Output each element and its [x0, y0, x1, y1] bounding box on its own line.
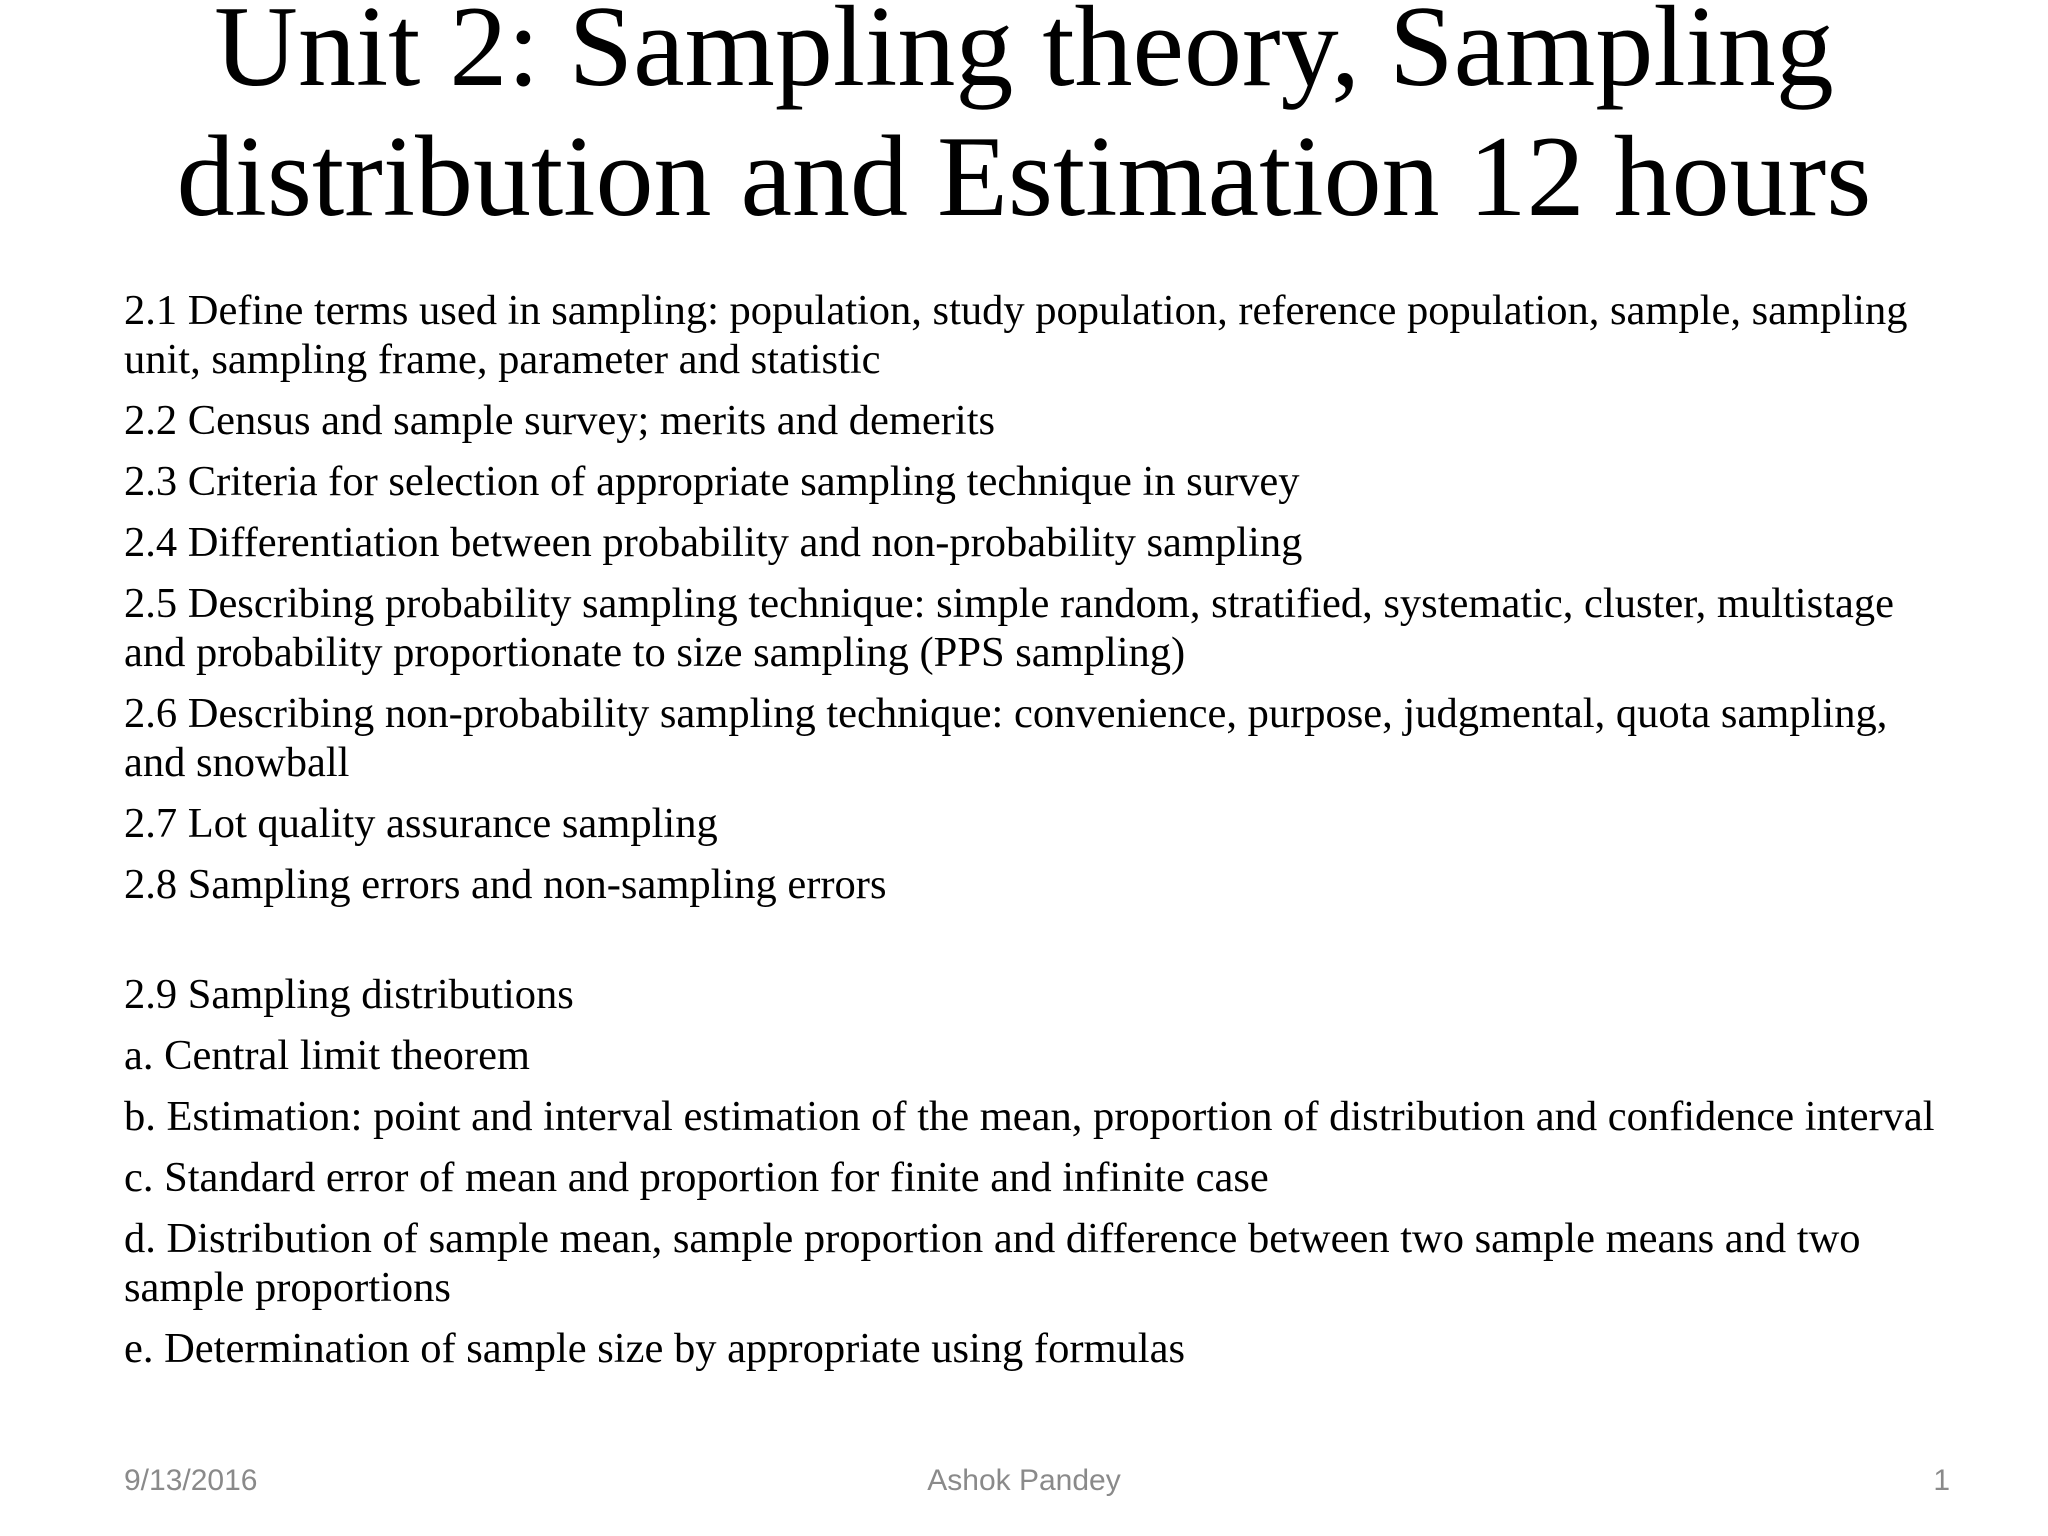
list-item-2-8: 2.8 Sampling errors and non-sampling errors	[124, 861, 887, 908]
list-item-e: e. Determination of sample size by appropriate using formulas	[124, 1325, 1186, 1372]
list-item-2-4: 2.4 Differentiation between probability and non-probability sampling	[124, 519, 1303, 566]
list-item-d: d. Distribution of sample mean, sample proportion and difference between two sample means and two sample proportions	[124, 1215, 1861, 1311]
slide-title	[100, 0, 1948, 242]
list-item-c: c. Standard error of mean and proportion for finite and infinite case	[124, 1154, 1269, 1201]
list-item-2-3: 2.3 Criteria for selection of appropriate sampling technique in survey	[124, 458, 1300, 505]
list-item-b: b. Estimation: point and interval estimation of the mean, proportion of distribution and confidence interval	[124, 1093, 1935, 1140]
slide-title-line-1: Unit 2: Sampling theory, Sampling	[214, 0, 1834, 111]
slide-content-list	[124, 286, 1954, 1385]
list-item-2-2: 2.2 Census and sample survey; merits and demerits	[124, 397, 996, 444]
list-item-2-9: 2.9 Sampling distributions	[124, 971, 574, 1018]
footer-author: Ashok Pandey	[927, 1464, 1121, 1497]
list-item-a: a. Central limit theorem	[124, 1032, 530, 1079]
footer-date: 9/13/2016	[124, 1464, 258, 1497]
list-item-2-5: 2.5 Describing probability sampling technique: simple random, stratified, systematic, cluster, multistage and probability proportionate to size sampling (PPS sampling)	[124, 580, 1894, 676]
slide-title-line-2: distribution and Estimation 12 hours	[176, 113, 1872, 241]
footer-page-number: 1	[1933, 1464, 1950, 1497]
list-item-2-6: 2.6 Describing non-probability sampling technique: convenience, purpose, judgmental, quota sampling, and snowball	[124, 690, 1888, 786]
list-item-2-7: 2.7 Lot quality assurance sampling	[124, 800, 718, 847]
list-item-2-1: 2.1 Define terms used in sampling: population, study population, reference population, sample, sampling unit, sampling frame, parameter and statistic	[124, 287, 1908, 383]
